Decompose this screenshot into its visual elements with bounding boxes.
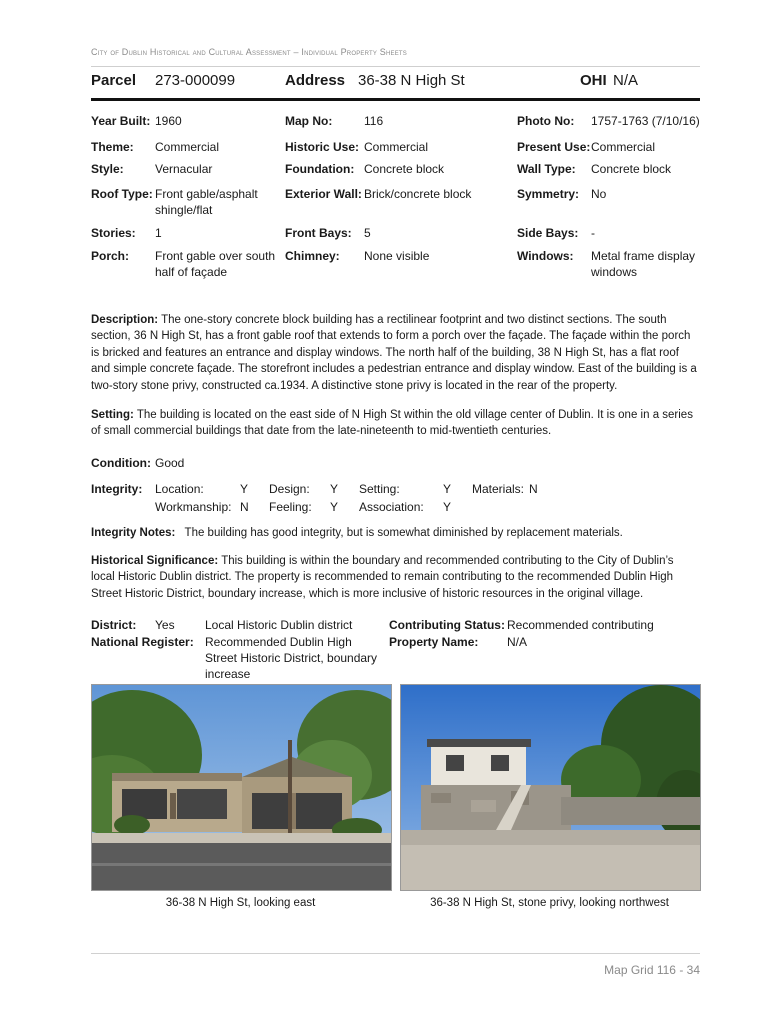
parcel-value: 273-000099 xyxy=(155,72,236,89)
building-photo-caption: 36-38 N High St, looking east xyxy=(165,897,316,909)
design-value: Y xyxy=(330,482,339,496)
contributing-status-value: Recommended contributing xyxy=(507,618,654,632)
map-no-label: Map No: xyxy=(285,114,333,128)
stories-value: 1 xyxy=(155,226,162,240)
privy-photo-caption: 36-38 N High St, stone privy, looking northwest xyxy=(430,897,669,909)
property-name-label: Property Name: xyxy=(389,635,479,649)
property-name-value: N/A xyxy=(507,635,528,649)
ohi-value: N/A xyxy=(613,72,639,89)
historical-significance-text: This building is within the boundary and recommended contributing to the City of Dublin’s local Historic Dublin district. The property is recommended to remain contributing to the recommended Dublin High Street Historic District, boundary increase, which is more inclusive of historic resources in the original village. xyxy=(91,555,674,600)
district-name: Local Historic Dublin district xyxy=(205,618,353,632)
wall-type-label: Wall Type: xyxy=(517,162,576,176)
historic-use-value: Commercial xyxy=(364,140,429,154)
feeling-label: Feeling: xyxy=(269,500,312,514)
year-built-label: Year Built: xyxy=(91,114,151,128)
workmanship-value: N xyxy=(240,500,249,514)
design-label: Design: xyxy=(269,482,310,496)
symmetry-label: Symmetry: xyxy=(517,187,580,201)
present-use-value: Commercial xyxy=(591,140,656,154)
style-value: Vernacular xyxy=(155,162,213,176)
privy-photo-image xyxy=(401,685,700,890)
privy-photo xyxy=(400,684,701,891)
theme-label: Theme: xyxy=(91,140,134,154)
feeling-value: Y xyxy=(330,500,339,514)
page-footer: Map Grid 116 - 34 xyxy=(604,963,700,977)
building-photo-image xyxy=(92,685,391,890)
integrity-notes-section xyxy=(91,525,700,541)
historical-significance-label: Historical Significance: xyxy=(91,555,219,567)
present-use-label: Present Use: xyxy=(517,140,591,154)
porch-value: Front gable over south half of façade xyxy=(155,249,276,279)
porch-label: Porch: xyxy=(91,249,130,263)
foundation-label: Foundation: xyxy=(285,162,355,176)
setting-label: Setting: xyxy=(91,409,134,421)
front-bays-label: Front Bays: xyxy=(285,226,352,240)
chimney-label: Chimney: xyxy=(285,249,340,263)
district-label: District: xyxy=(91,618,137,632)
footer-divider xyxy=(91,953,700,954)
chimney-value: None visible xyxy=(364,249,430,263)
district-value: Yes xyxy=(155,618,175,632)
location-value: Y xyxy=(240,482,249,496)
photo-no-label: Photo No: xyxy=(517,114,575,128)
setting-integrity-label: Setting: xyxy=(359,482,400,496)
building-photo xyxy=(91,684,392,891)
theme-value: Commercial xyxy=(155,140,220,154)
workmanship-label: Workmanship: xyxy=(155,500,232,514)
integrity-label: Integrity: xyxy=(91,482,143,496)
photo-no-value: 1757-1763 (7/10/16) xyxy=(591,114,700,128)
stories-label: Stories: xyxy=(91,226,136,240)
association-value: Y xyxy=(443,500,452,514)
description-section xyxy=(91,312,700,394)
exterior-wall-label: Exterior Wall: xyxy=(285,187,362,201)
setting-section xyxy=(91,407,700,440)
ohi-label: OHI xyxy=(580,72,607,89)
roof-type-label: Roof Type: xyxy=(91,187,153,201)
front-bays-value: 5 xyxy=(364,226,371,240)
description-label: Description: xyxy=(91,314,159,326)
document-header: City of Dublin Historical and Cultural Assessment – Individual Property Sheets xyxy=(91,47,407,57)
address-label: Address xyxy=(285,72,346,89)
side-bays-label: Side Bays: xyxy=(517,226,579,240)
wall-type-value: Concrete block xyxy=(591,162,672,176)
condition-value: Good xyxy=(155,456,185,470)
windows-label: Windows: xyxy=(517,249,574,263)
national-register-label: National Register: xyxy=(91,635,194,649)
roof-type-value: Front gable/asphalt shingle/flat xyxy=(155,187,258,217)
windows-value: Metal frame display windows xyxy=(591,249,696,279)
national-register-value: Recommended Dublin High Street Historic District, boundary increase xyxy=(205,635,378,681)
condition-label: Condition: xyxy=(91,456,151,470)
side-bays-value: - xyxy=(591,226,595,240)
style-label: Style: xyxy=(91,162,124,176)
contributing-status-label: Contributing Status: xyxy=(389,618,505,632)
map-no-value: 116 xyxy=(364,114,384,128)
parcel-label: Parcel xyxy=(91,72,137,89)
symmetry-value: No xyxy=(591,187,607,201)
location-label: Location: xyxy=(155,482,204,496)
association-label: Association: xyxy=(359,500,424,514)
integrity-notes-label: Integrity Notes: xyxy=(91,527,176,539)
materials-label: Materials: xyxy=(472,482,525,496)
exterior-wall-value: Brick/concrete block xyxy=(364,187,472,201)
historic-use-label: Historic Use: xyxy=(285,140,360,154)
description-text: The one-story concrete block building has a rectilinear footprint and two distinct sections. The south section, 36 N High St, has a front gable roof that extends to form a porch over the façade. The façade within the porch is bricked and features an entrance and display windows. The north half of the building, 38 N High St, has a flat roof and simple concrete façade. The storefront includes a pedestrian entrance and display window. East of the building is a two-story stone privy, constructed ca.1934. A distinctive stone privy is located in the rear of the property. xyxy=(91,314,697,392)
year-built-value: 1960 xyxy=(155,114,182,128)
header-divider xyxy=(91,66,700,67)
address-value: 36-38 N High St xyxy=(358,72,465,89)
foundation-value: Concrete block xyxy=(364,162,445,176)
historical-significance-section xyxy=(91,553,700,602)
materials-value: N xyxy=(529,482,538,496)
setting-text: The building is located on the east side of N High St within the old village center of Dublin. It is one in a series of small commercial buildings that date from the late-nineteenth to mid-twentieth centuries. xyxy=(91,409,693,438)
integrity-notes-text: The building has good integrity, but is somewhat diminished by replacement materials. xyxy=(184,527,623,539)
title-divider xyxy=(91,98,700,101)
title-row xyxy=(91,72,700,94)
setting-integrity-value: Y xyxy=(443,482,452,496)
